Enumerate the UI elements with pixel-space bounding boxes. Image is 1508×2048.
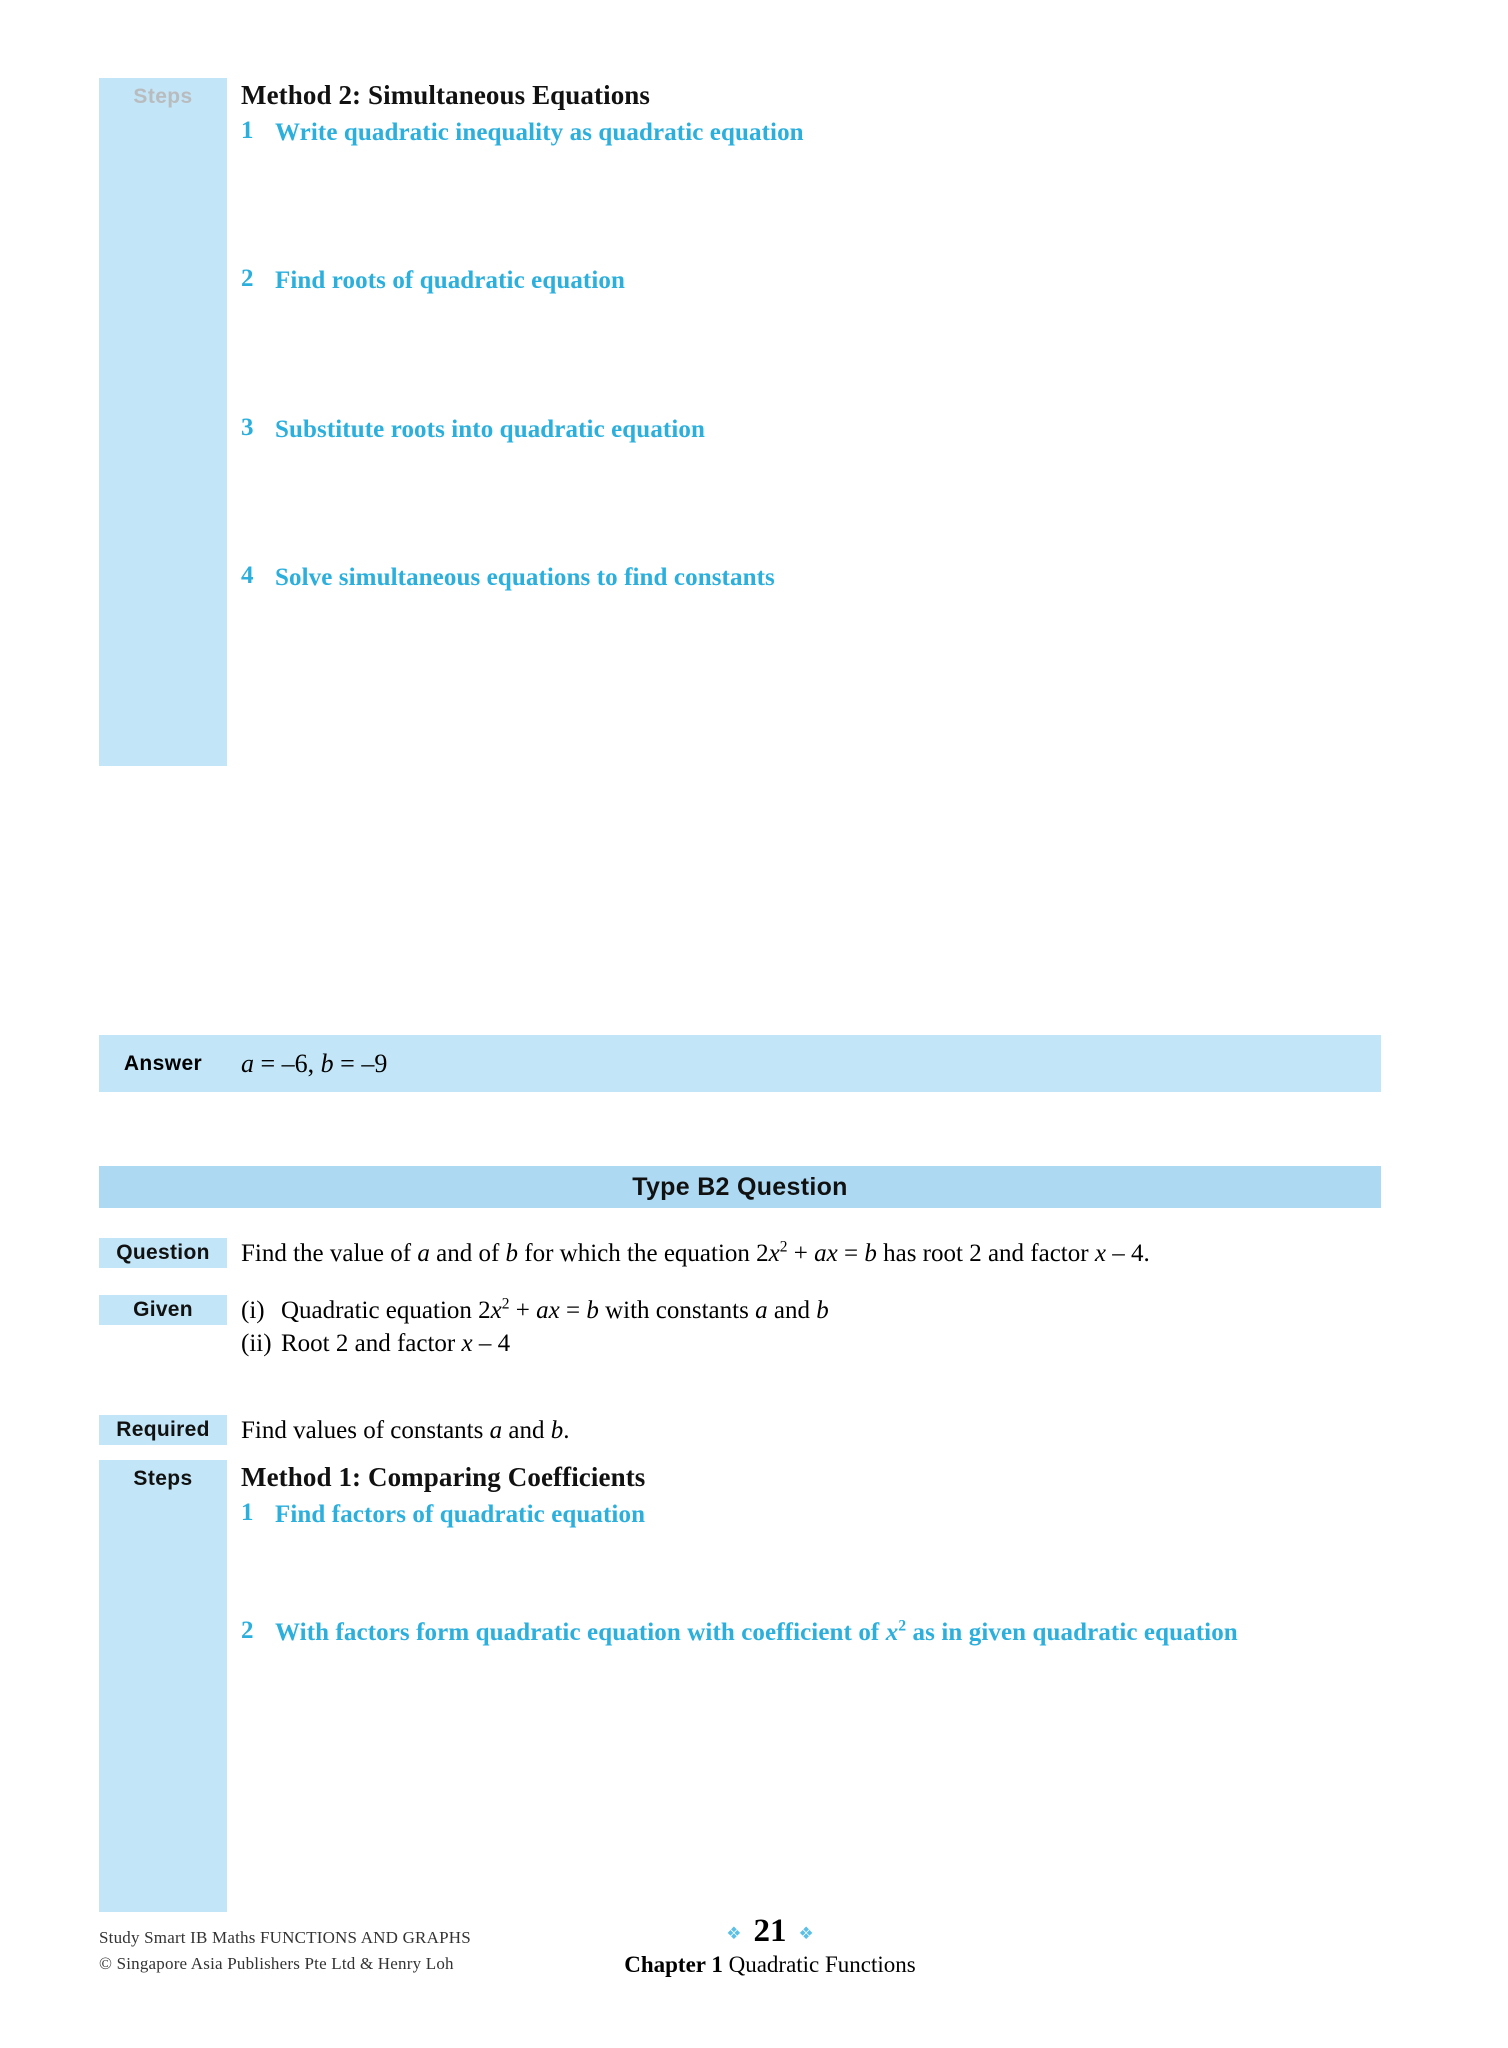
step-item [241, 562, 1381, 593]
given-marker: (i) [241, 1297, 265, 1324]
given-row [99, 1295, 1399, 1360]
step-text: Substitute roots into quadratic equation [275, 415, 705, 443]
step-item [241, 117, 1381, 148]
page-footer [0, 1913, 1508, 2015]
given-text: Root 2 and factor x – 4 [281, 1329, 511, 1357]
method-title-2: Method 2: Simultaneous Equations [241, 80, 651, 110]
question-label: Question [99, 1238, 227, 1268]
given-label: Given [99, 1295, 227, 1325]
given-text: Quadratic equation $2x^2$ + ax = b with constants a and b [281, 1295, 829, 1324]
step-number: 4 [241, 561, 254, 589]
footer-chapter-title: Quadratic Functions [728, 1952, 916, 1977]
step-number: 1 [241, 117, 254, 144]
step-item [241, 1617, 1381, 1648]
answer-label: Answer [123, 1051, 203, 1075]
required-text: Find values of constants a and b. [241, 1417, 570, 1444]
answer-value: a = –6, b = –9 [241, 1048, 388, 1078]
question-row [99, 1238, 1399, 1271]
steps-block-method1 [99, 1460, 1381, 1649]
step-text: Solve simultaneous equations to find constants [275, 563, 775, 591]
step-number: 3 [241, 413, 254, 441]
step-number: 2 [241, 265, 254, 293]
given-item [241, 1295, 829, 1328]
required-row [99, 1415, 1399, 1448]
answer-row [99, 1035, 1381, 1092]
step-item [241, 414, 1381, 445]
steps-label: Steps [133, 1467, 193, 1490]
diamond-ornament-icon: ❖ [726, 1924, 742, 1943]
page-number: 21 [753, 1913, 787, 1949]
footer-chapter [590, 1952, 950, 1978]
question-text: Find the value of a and of b for which the equation $2x^2$ + ax = b has root 2 and factor x – 4. [241, 1238, 1150, 1267]
footer-publisher-info [99, 1925, 471, 1978]
method-title-1: Method 1: Comparing Coefficients [241, 1462, 646, 1492]
page-number-line [590, 1913, 950, 1950]
footer-copyright: © Singapore Asia Publishers Pte Ltd & Henry Loh [99, 1954, 454, 1974]
footer-page-info [590, 1913, 950, 1978]
section-header-type-b2: Type B2 Question [99, 1166, 1381, 1208]
step-number: 2 [241, 1617, 254, 1645]
footer-book-title: Study Smart IB Maths FUNCTIONS AND GRAPHS [99, 1928, 471, 1947]
steps-content-method1 [241, 1460, 1381, 1649]
given-list [241, 1295, 829, 1360]
step-text: Find factors of quadratic equation [275, 1501, 646, 1528]
required-label: Required [99, 1415, 227, 1445]
steps-column-strip [99, 78, 227, 766]
step-text: With factors form quadratic equation with coefficient of $x^2$ as in given quadratic equation [275, 1617, 1238, 1647]
steps-column-strip [99, 1460, 227, 1912]
steps-block-method2 [99, 78, 1381, 593]
step-text: Write quadratic inequality as quadratic equation [275, 119, 804, 146]
given-marker: (ii) [241, 1329, 272, 1357]
footer-chapter-number: Chapter 1 [624, 1952, 723, 1977]
step-item [241, 265, 1381, 296]
step-item [241, 1499, 1381, 1530]
step-text: Find roots of quadratic equation [275, 267, 626, 295]
steps-label-continued: Steps [133, 85, 193, 108]
given-item [241, 1328, 829, 1361]
steps-content-method2 [241, 78, 1381, 593]
step-number: 1 [241, 1499, 254, 1526]
diamond-ornament-icon: ❖ [798, 1924, 814, 1943]
